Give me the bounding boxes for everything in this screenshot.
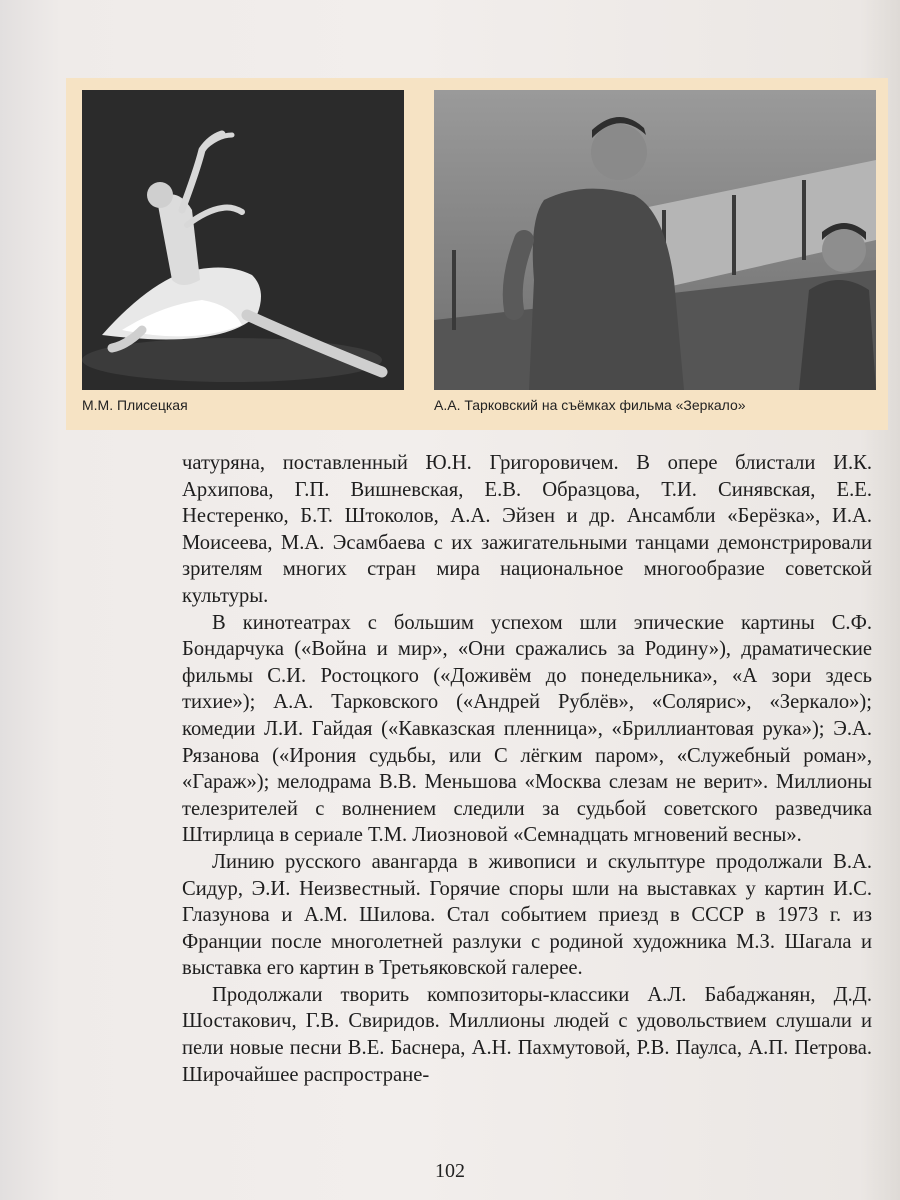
body-text (182, 450, 872, 1088)
page-number: 102 (435, 1160, 465, 1182)
paragraph-continuation: чатуряна, поставленный Ю.Н. Григоровичем. В опере блистали И.К. Архипова, Г.П. Вишневская, Е.В. Образцова, Т.И. Синявская, Е.Е. Нестеренко, Б.Т. Штоколов, А.А. Эйзен и др. Ансамбли «Берёзка», И.А. Моисеева, М.А. Эсамбаева с их зажигательными танцами демонстрировали зрителям многих стран мира национальное многообразие советской культуры. (182, 452, 872, 607)
paragraph-painting: Линию русского авангарда в живописи и скульптуре продолжали В.А. Сидур, Э.И. Неизвестный. Горячие споры шли на выставках у картин И.С. Глазунова и А.М. Шилова. Стал событием приезд в СССР в 1973 г. из Франции после многолетней разлуки с родиной художника М.З. Шагала и выставка его картин в Третьяковской галерее. (182, 850, 872, 980)
figure-band (66, 78, 888, 430)
director-caption: А.А. Тарковский на съёмках фильма «Зеркало» (434, 397, 746, 413)
paragraph-cinema: В кинотеатрах с большим успехом шли эпические картины С.Ф. Бондарчука («Война и мир», «Они сражались за Родину»), драматические фильмы С.И. Ростоцкого («Доживём до понедельника», «А зори здесь тихие»); А.А. Тарковского («Андрей Рублёв», «Солярис», «Зеркало»); комедии Л.И. Гайдая («Кавказская пленница», «Бриллиантовая рука»); Э.А. Рязанова («Ирония судьбы, или С лёгким паром», «Служебный роман», «Гараж»); мелодрама В.В. Меньшова «Москва слезам не верит». Миллионы телезрителей с волнением следили за судьбой советского разведчика Штирлица в сериале Т.М. Лиозновой «Семнадцать мгновений весны». (182, 611, 872, 847)
paragraph-music: Продолжали творить композиторы-классики А.Л. Бабаджанян, Д.Д. Шостакович, Г.В. Свиридов. Миллионы людей с удовольствием слушали и пели новые песни В.Е. Баснера, А.Н. Пахмутовой, Р.В. Паулса, А.П. Петрова. Широчайшее распростране- (182, 983, 872, 1086)
director-photo (434, 90, 876, 390)
director-illustration (434, 90, 876, 390)
ballerina-photo (82, 90, 404, 390)
ballerina-illustration (82, 90, 404, 390)
ballerina-caption: М.М. Плисецкая (82, 397, 188, 413)
